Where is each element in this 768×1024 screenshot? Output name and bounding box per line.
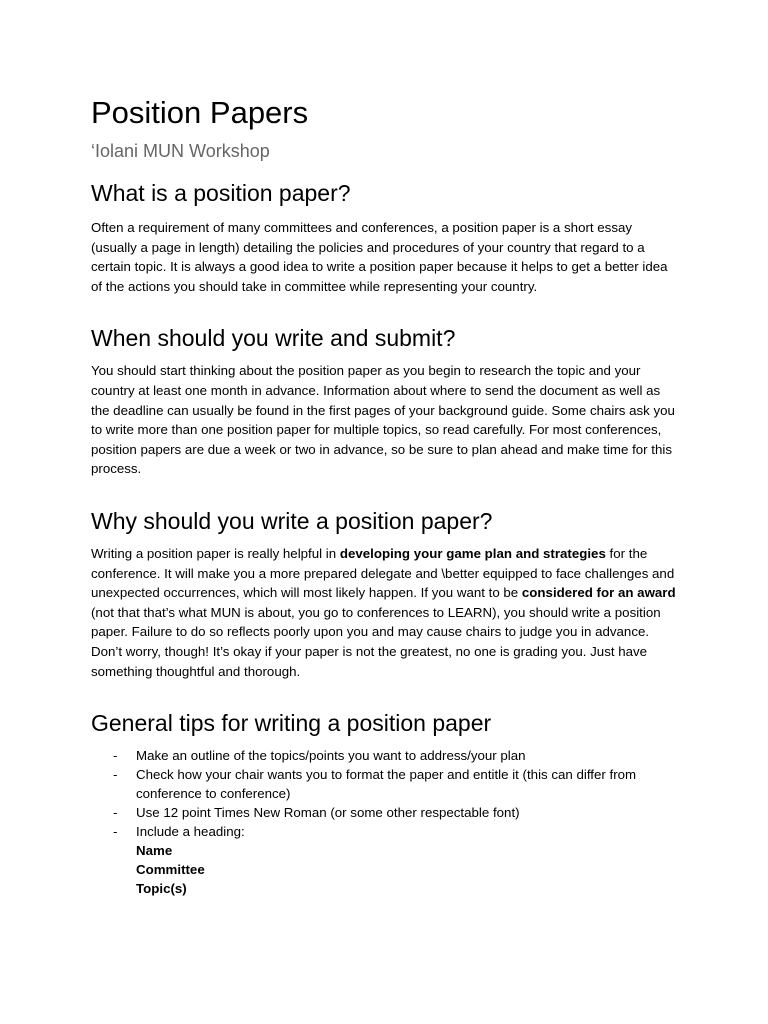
section-paragraph	[91, 544, 681, 681]
section-what-is	[91, 178, 681, 296]
bold-phrase: considered for an award	[521, 585, 676, 601]
heading-fields	[91, 841, 681, 898]
bullet-dash: -	[113, 824, 118, 840]
section-paragraph: You should start thinking about the position paper as you begin to research the topic and your country at least one month in advance. Information about where to send the document as well as the deadline can usually be found in the first pages of your background guide. Some chairs ask you to write more than one position paper for multiple topics, so read carefully. For most conferences, position papers are due a week or two in advance, so be sure to plan ahead and make time for this process.	[91, 363, 675, 477]
bullet-dash: -	[113, 767, 118, 783]
list-item-text: Use 12 point Times New Roman (or some other respectable font)	[136, 805, 520, 821]
heading-field-topics: Topic(s)	[136, 881, 187, 897]
section-why	[91, 506, 681, 681]
list-item	[91, 822, 681, 841]
bullet-dash: -	[113, 805, 118, 821]
section-heading: General tips for writing a position paper	[91, 710, 492, 737]
list-item-text: Check how your chair wants you to format the paper and entitle it (this can differ from conference to conference)	[136, 767, 637, 802]
paragraph-text: (not that that’s what MUN is about, you go to conferences to LEARN), you should write a position paper. Failure to do so reflects poorly upon you and may cause chairs to judge you in advance. Don’t worry, though! It’s okay if your paper is not the greatest, no one is grading you. Just have something thoughtful and thorough.	[91, 604, 661, 679]
document-title: Position Papers	[91, 95, 309, 130]
heading-field-name: Name	[136, 843, 173, 859]
tips-list	[91, 746, 681, 841]
section-when	[91, 323, 681, 479]
heading-field-committee: Committee	[136, 862, 205, 878]
paragraph-text: for the conference. It will make you a more prepared delegate and \better equipped to face challenges and unexpected occurrences, which will most likely happen. If you want to be	[91, 545, 675, 601]
section-heading: When should you write and submit?	[91, 325, 456, 352]
bullet-dash: -	[113, 748, 118, 764]
list-item	[91, 746, 681, 765]
list-item	[91, 803, 681, 822]
list-item-text: Make an outline of the topics/points you want to address/your plan	[136, 748, 526, 764]
document-subtitle: ‘Iolani MUN Workshop	[91, 141, 270, 161]
section-tips	[91, 708, 681, 898]
section-heading: Why should you write a position paper?	[91, 507, 493, 534]
paragraph-text: Writing a position paper is really helpful in	[91, 545, 340, 561]
document-content	[91, 94, 681, 898]
list-item-text: Include a heading:	[136, 824, 245, 840]
section-paragraph: Often a requirement of many committees and conferences, a position paper is a short essay (usually a page in length) detailing the policies and procedures of your country that regard to a certain topic. It is always a good idea to write a position paper because it helps to get a better idea of the actions you should take in committee while representing your country.	[91, 220, 668, 294]
section-heading: What is a position paper?	[91, 180, 351, 206]
bold-phrase: developing your game plan and strategies	[339, 545, 606, 561]
list-item	[91, 765, 681, 803]
